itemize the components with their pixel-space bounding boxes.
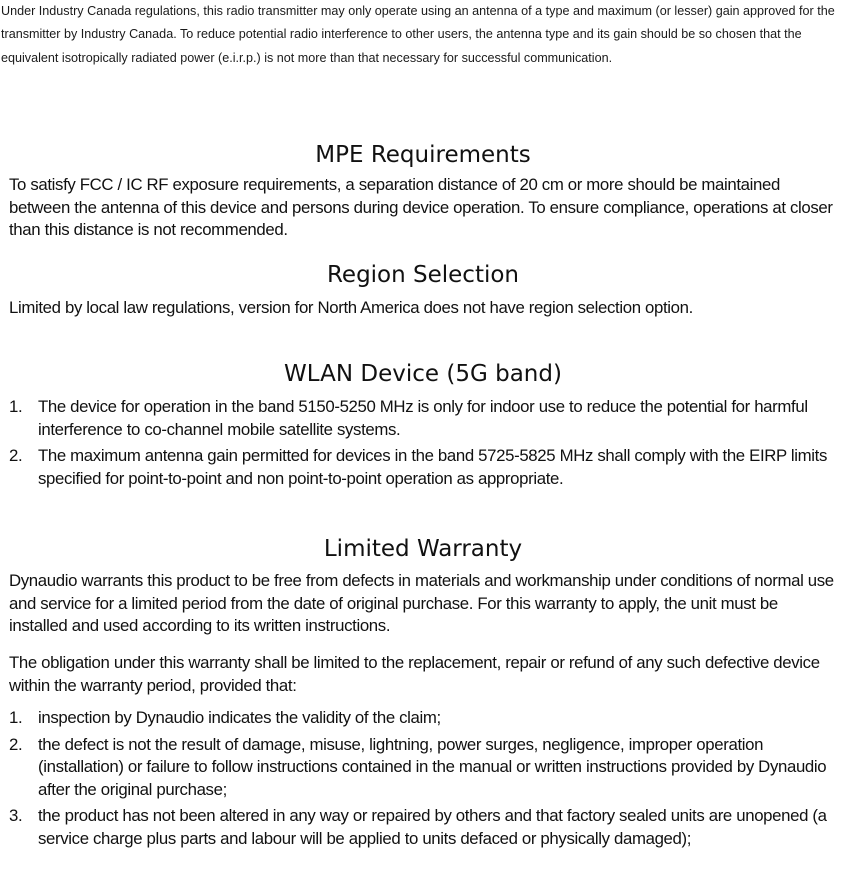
list-item-text: the product has not been altered in any way or repaired by others and that factory sealed units are unopened (a service charge plus parts and labour will be applied to units defaced or physically damaged); [38,806,827,848]
wlan-device-heading: WLAN Device (5G band) [284,361,562,387]
limited-warranty-heading: Limited Warranty [323,536,523,562]
list-item-text: The maximum antenna gain permitted for devices in the band 5725-5825 MHz shall comply with the EIRP limits specified for point-to-point and non point-to-point operation as appropriate. [38,446,828,488]
list-item [9,707,839,730]
list-item-number: 2. [9,734,23,754]
wlan-device-list [9,396,839,494]
list-item [9,805,839,850]
warranty-obligation-text: The obligation under this warranty shall be limited to the replacement, repair or refund of any such defective device within the warranty period, provided that: [9,653,820,695]
list-item-number: 1. [9,708,23,727]
mpe-requirements-heading: MPE Requirements [315,142,531,168]
region-selection-text: Limited by local law regulations, version for North America does not have region selection option. [9,298,693,317]
list-item [9,445,839,490]
list-item [9,734,839,802]
list-item-number: 1. [9,397,23,416]
industry-canada-notice: Under Industry Canada regulations, this radio transmitter may only operate using an antenna of a type and maximum (or lesser) gain approved for the transmitter by Industry Canada. To reduce potential radio interference to other users, the antenna type and its gain should be so chosen that the equivalent isotropically radiated power (e.i.r.p.) is not more than that necessary for successful communication. [1,4,835,65]
warranty-conditions-list [9,707,839,854]
list-item-text: The device for operation in the band 5150-5250 MHz is only for indoor use to reduce the potential for harmful interference to co-channel mobile satellite systems. [38,397,808,439]
list-item-text: the defect is not the result of damage, misuse, lightning, power surges, negligence, improper operation (installation) or failure to follow instructions contained in the manual or written instructions provided by Dynaudio after the original purchase; [38,734,827,799]
list-item-number: 2. [9,446,23,465]
list-item-number: 3. [9,806,23,825]
mpe-requirements-text: To satisfy FCC / IC RF exposure requirements, a separation distance of 20 cm or more should be maintained between the antenna of this device and persons during device operation. To ensure compliance, operations at closer than this distance is not recommended. [9,175,833,239]
list-item [9,396,839,441]
region-selection-heading: Region Selection [326,262,520,288]
warranty-text: Dynaudio warrants this product to be free from defects in materials and workmanship under conditions of normal use and service for a limited period from the date of original purchase. For this warranty to apply, the unit must be installed and used according to its written instructions. [9,571,834,635]
list-item-text: inspection by Dynaudio indicates the validity of the claim; [38,708,441,727]
